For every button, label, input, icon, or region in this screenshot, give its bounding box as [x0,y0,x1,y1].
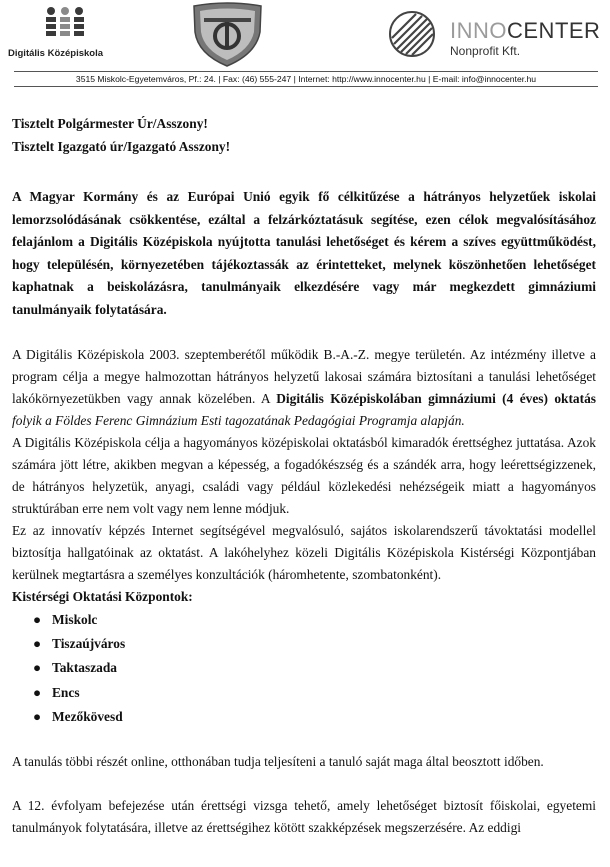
letterhead [0,0,610,84]
list-item [12,608,596,632]
center-name: Tiszaújváros [52,636,126,652]
contact-line: 3515 Miskolc-Egyetemváros, Pf.: 24. | Fax: (46) 555-247 | Internet: http://www.innocenter.hu | E-mail: info@innocenter.hu [14,71,598,87]
paragraph-program-italic: folyik a Földes Ferenc Gimnázium Esti tagozatának Pedagógiai Programja alapján. [12,413,465,428]
center-name: Miskolc [52,612,98,627]
list-item [12,656,596,680]
paragraph-program [12,344,596,432]
paragraph-goal: A Digitális Középiskola célja a hagyományos középiskolai oktatásból kimaradók érettséghez juttatása. Azok számára jött létre, akikben megvan a képesség, a fogadókészség és a szándék arra, hogy leérettségizzenek, de hátrányos helyzetük, anyagi, családi vagy például közlekedési nehézségeik miatt a hagyományos struktúrában erre nem volt vagy nem lenne módjuk. [12,435,596,516]
bullet-icon: ● [33,612,42,627]
bullet-icon: ● [33,660,42,676]
company-name-part2: CENTER [507,18,601,43]
salutation-director: Tisztelt Igazgató úr/Igazgató Asszony! [12,138,231,154]
school-name: Digitális Középiskola [8,48,104,59]
paragraph-program-text: A Digitális Középiskola 2003. szeptemberétől működik B.-A.-Z. megye területén. Az intézmény illetve a program célja a megye halmozottan hátrányos helyzetű lakosai számára biztosítani a tanulási lehetőséget lakókörnyezetükben vagy annak közelében. A [12,347,596,406]
list-item [12,705,596,729]
bullet-icon: ● [33,636,42,652]
intro-paragraph: A Magyar Kormány és az Európai Unió egyik fő célkitűzése a hátrányos helyzetűek iskolai lemorzsolódásának csökkentése, ezáltal a felzárkóztatásuk segítése, ezen célok megvalósításához felajánlom a Digitális Középiskola nyújtotta tanulási lehetőséget és kérem a szíves együttműködést, hogy településén, környezetében tájékoztassák az érintetteket, melynek köszönhetően lehetőséget kaphatnak a beiskolázásra, tanulmányaik elkezdésére vagy már megkezdett gimnáziumi tanulmányaik folytatására. [12,189,596,317]
paragraph-distance-learning: Ez az innovatív képzés Internet segítségével megvalósuló, sajátos iskolarendszerű távoktatási modellel biztosítja hallgatóinak az oktatást. A lakóhelyhez közeli Digitális Középiskola Kistérségi Központjában kerülnek megtartásra a személyes konzultációk (háromhetente, szombatonként). [12,523,596,582]
list-item [12,681,596,705]
bullet-icon: ● [33,708,42,724]
salutation-mayor: Tisztelt Polgármester Úr/Asszony! [12,116,208,131]
company-name-part1: INNO [450,18,507,43]
people-group-icon [44,6,86,42]
paragraph-online: A tanulás többi részét online, otthonában tudja teljesíteni a tanuló saját maga által beosztott időben. [12,753,544,769]
globe-lines-icon [388,10,436,58]
list-item [12,632,596,656]
center-name: Taktaszada [52,660,117,676]
paragraph-final-exam: A 12. évfolyam befejezése után érettségi vizsga tehető, amely lehetőséget biztosít főiskolai, egyetemi tanulmányok folytatására, illetve az érettségihez kötött szakképzések megszerzésére. Az eddigi [12,797,596,835]
center-name: Encs [52,684,80,700]
company-subtitle: Nonprofit Kft. [450,44,521,58]
company-name [450,18,600,44]
center-name: Mezőkövesd [52,708,123,724]
centers-title: Kistérségi Oktatási Központok: [12,589,193,604]
shield-crest-icon [190,2,265,68]
school-logo [8,4,118,64]
bullet-icon: ● [33,684,42,700]
paragraph-program-bold: Digitális Középiskolában gimnáziumi (4 éves) oktatás [276,391,596,406]
letter-body [12,113,596,839]
centers-list [12,608,596,729]
